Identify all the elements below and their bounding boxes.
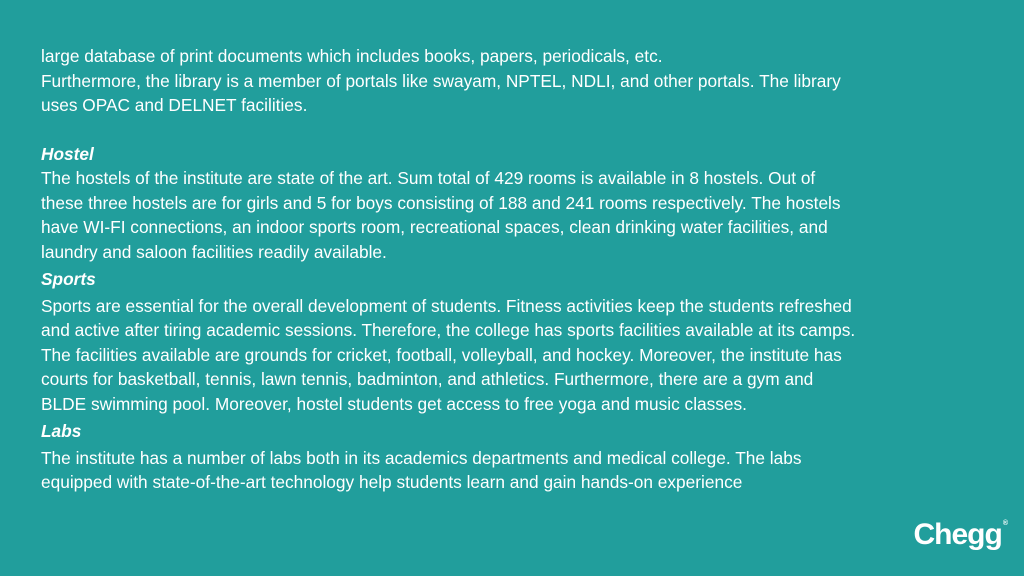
chegg-logo-text: Chegg bbox=[913, 518, 1002, 551]
chegg-logo bbox=[914, 520, 1009, 550]
labs-paragraph: The institute has a number of labs both in its academics departments and medical college. The labs equipped with state-of-the-art technology help students learn and gain hands-on experience bbox=[41, 447, 802, 492]
registered-mark-icon: ® bbox=[1002, 520, 1008, 527]
sports-heading: Sports bbox=[41, 269, 96, 289]
slide-content bbox=[41, 44, 991, 495]
hostel-paragraph: The hostels of the institute are state of the art. Sum total of 429 rooms is available in 8 hostels. Out of these three hostels are for girls and 5 for boys consisting of 188 and 241 rooms respectively. The hostels have WI-FI connections, an indoor sports room, recreational spaces, clean drinking water facilities, and laundry and saloon facilities readily available. bbox=[41, 168, 841, 262]
sports-paragraph: Sports are essential for the overall development of students. Fitness activities keep the students refreshed and active after tiring academic sessions. Therefore, the college has sports facilities available at its camps. The facilities available are grounds for cricket, football, volleyball, and hockey. Moreover, the institute has courts for basketball, tennis, lawn tennis, badminton, and athletics. Furthermore, there are a gym and BLDE swimming pool. Moreover, hostel students get access to free yoga and music classes. bbox=[41, 295, 856, 414]
hostel-heading: Hostel bbox=[41, 143, 94, 164]
labs-heading: Labs bbox=[41, 421, 82, 441]
intro-paragraph: large database of print documents which includes books, papers, periodicals, etc. Furthermore, the library is a member of portals like swayam, NPTEL, NDLI, and other portals. The library uses OPAC and DELNET facilities. bbox=[41, 46, 841, 115]
